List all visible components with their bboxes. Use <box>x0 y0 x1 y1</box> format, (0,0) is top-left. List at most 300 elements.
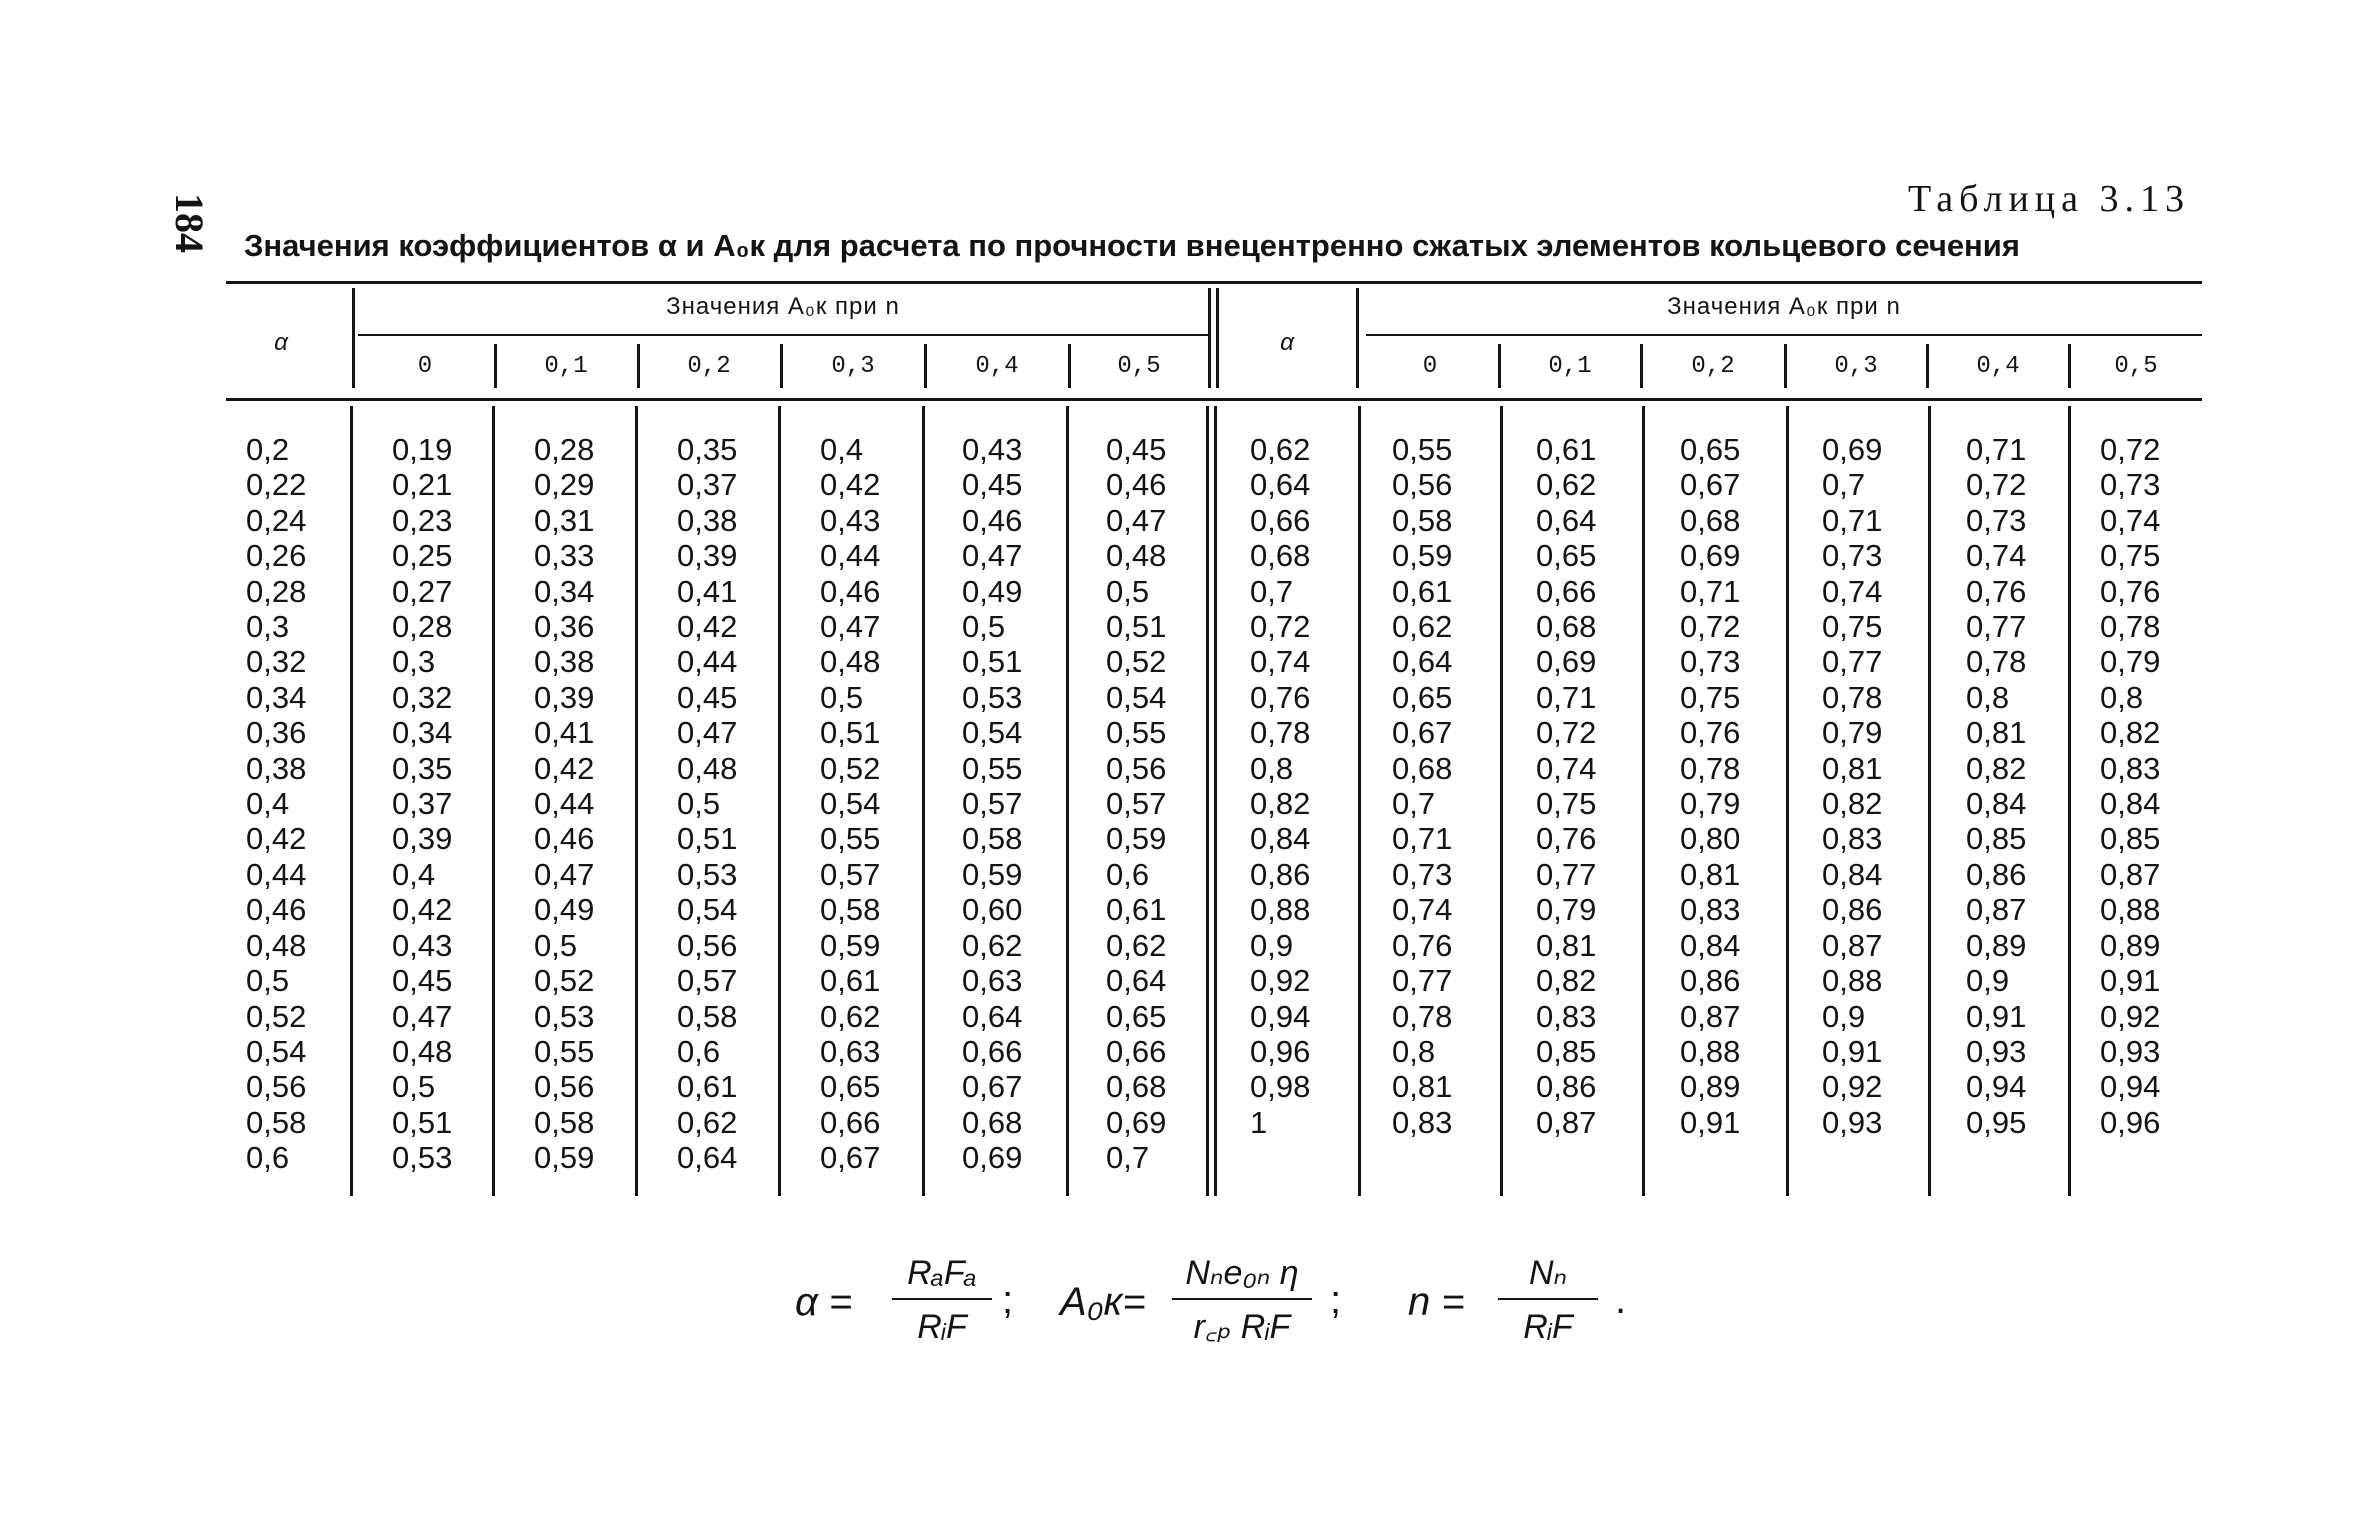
table-cell: 1 <box>1250 1104 1268 1140</box>
table-cell: 0,60 <box>962 892 1023 928</box>
table-cell: 0,96 <box>2100 1104 2161 1140</box>
table-cell: 0,73 <box>2100 467 2161 503</box>
table-cell: 0,25 <box>392 538 453 574</box>
table-cell: 0,34 <box>392 715 453 751</box>
table-top-rule <box>226 281 2202 284</box>
table-cell: 0,8 <box>1250 750 1294 786</box>
header-n-0-left: 0 <box>417 353 433 380</box>
table-cell: 0,84 <box>1822 856 1883 892</box>
table-cell: 0,42 <box>677 609 738 645</box>
header-n-0-right: 0 <box>1422 353 1438 380</box>
table-cell: 0,55 <box>1392 432 1453 467</box>
table-cell: 0,76 <box>1680 715 1741 751</box>
table-cell: 0,38 <box>677 502 738 538</box>
table-cell: 0,36 <box>246 715 307 751</box>
table-cell: 0,84 <box>2100 786 2161 822</box>
formula-a0k-numerator: Nₙe₀ₙ η <box>1185 1254 1299 1292</box>
table-cell: 0,92 <box>2100 998 2161 1034</box>
table-cell: 0,93 <box>1822 1104 1883 1140</box>
table-cell: 0,61 <box>1106 892 1167 928</box>
table-cell: 0,68 <box>1680 502 1741 538</box>
table-cell: 0,5 <box>1106 573 1150 609</box>
table-cell: 0,83 <box>1536 998 1597 1034</box>
table-cell: 0,91 <box>1822 1033 1883 1069</box>
table-cell: 0,82 <box>2100 715 2161 751</box>
table-cell: 0,65 <box>1536 538 1597 574</box>
table-cell: 0,35 <box>392 750 453 786</box>
table-cell: 0,69 <box>1822 432 1883 467</box>
table-cell: 0,63 <box>820 1033 881 1069</box>
formula-alpha-denominator: RᵢF <box>917 1308 967 1346</box>
table-cell: 0,74 <box>1392 892 1453 928</box>
column-n04-left <box>962 432 1022 1176</box>
column-n04-right <box>1966 432 2026 1140</box>
column-n01-left <box>534 432 594 1176</box>
table-cell: 0,82 <box>1966 750 2027 786</box>
table-cell: 0,42 <box>820 467 881 503</box>
table-cell: 0,75 <box>1680 679 1741 715</box>
table-cell: 0,80 <box>1680 821 1741 857</box>
formula-alpha-numerator: RₐFₐ <box>907 1254 977 1292</box>
table-cell: 0,71 <box>1966 432 2027 467</box>
table-cell: 0,82 <box>1536 963 1597 999</box>
table-cell: 0,54 <box>246 1033 307 1069</box>
formula-alpha-symbol: α = <box>795 1280 853 1324</box>
table-cell: 0,5 <box>392 1069 436 1105</box>
header-n-01-right: 0,1 <box>1548 353 1592 380</box>
table-cell: 0,55 <box>534 1033 595 1069</box>
column-n03-right <box>1822 432 1882 1140</box>
table-cell: 0,64 <box>1536 502 1597 538</box>
table-cell: 0,76 <box>1536 821 1597 857</box>
table-cell: 0,34 <box>534 573 595 609</box>
table-cell: 0,55 <box>1106 715 1167 751</box>
header-subrule-right <box>1366 334 2202 336</box>
table-cell: 0,7 <box>1392 786 1436 822</box>
table-cell: 0,79 <box>2100 644 2161 680</box>
table-cell: 0,73 <box>1822 538 1883 574</box>
table-cell: 0,95 <box>1966 1104 2027 1140</box>
table-cell: 0,66 <box>1536 573 1597 609</box>
table-cell: 0,94 <box>1250 998 1311 1034</box>
page-number: 184 <box>167 193 212 253</box>
divider-alpha-left <box>352 288 355 388</box>
table-cell: 0,46 <box>820 573 881 609</box>
table-cell: 0,48 <box>820 644 881 680</box>
table-cell: 0,39 <box>392 821 453 857</box>
table-cell: 0,56 <box>677 927 738 963</box>
column-alpha-left <box>246 432 306 1176</box>
divider-n05-body <box>1066 406 1069 1196</box>
table-cell: 0,47 <box>962 538 1023 574</box>
table-cell: 0,67 <box>962 1069 1023 1105</box>
table-cell: 0,33 <box>534 538 595 574</box>
table-cell: 0,56 <box>534 1069 595 1105</box>
table-cell: 0,52 <box>820 750 881 786</box>
table-cell: 0,68 <box>1536 609 1597 645</box>
table-cell: 0,72 <box>1250 609 1311 645</box>
table-cell: 0,43 <box>962 432 1023 467</box>
table-cell: 0,55 <box>820 821 881 857</box>
table-cell: 0,91 <box>1966 998 2027 1034</box>
table-cell: 0,44 <box>246 856 307 892</box>
formula-end: . <box>1615 1278 1627 1322</box>
table-cell: 0,76 <box>1966 573 2027 609</box>
table-cell: 0,45 <box>677 679 738 715</box>
table-cell: 0,88 <box>1822 963 1883 999</box>
table-cell: 0,26 <box>246 538 307 574</box>
table-cell: 0,81 <box>1680 856 1741 892</box>
table-cell: 0,49 <box>534 892 595 928</box>
table-cell: 0,4 <box>246 786 290 822</box>
table-cell: 0,65 <box>1680 432 1741 467</box>
header-n-03-right: 0,3 <box>1834 353 1878 380</box>
table-cell: 0,88 <box>2100 892 2161 928</box>
table-cell: 0,39 <box>534 679 595 715</box>
table-cell: 0,89 <box>1680 1069 1741 1105</box>
table-cell: 0,9 <box>1822 998 1866 1034</box>
table-cell: 0,32 <box>392 679 453 715</box>
table-cell: 0,81 <box>1966 715 2027 751</box>
table-cell: 0,65 <box>1392 679 1453 715</box>
table-cell: 0,76 <box>1250 679 1311 715</box>
table-cell: 0,82 <box>1822 786 1883 822</box>
formula-n-denominator: RᵢF <box>1523 1308 1573 1346</box>
table-cell: 0,81 <box>1392 1069 1453 1105</box>
table-cell: 0,54 <box>820 786 881 822</box>
column-n0-right <box>1392 432 1452 1140</box>
divider-n03-body <box>778 406 781 1196</box>
table-cell: 0,3 <box>392 644 436 680</box>
table-cell: 0,52 <box>1106 644 1167 680</box>
table-cell: 0,62 <box>1392 609 1453 645</box>
double-divider-a <box>1208 288 1211 388</box>
column-n03-left <box>820 432 880 1176</box>
table-cell: 0,31 <box>534 502 595 538</box>
table-cell: 0,28 <box>246 573 307 609</box>
table-cell: 0,8 <box>1966 679 2010 715</box>
table-cell: 0,73 <box>1392 856 1453 892</box>
table-cell: 0,61 <box>1536 432 1597 467</box>
table-cell: 0,54 <box>962 715 1023 751</box>
header-group-right: Значения A₀к при n <box>1667 293 1901 320</box>
table-cell: 0,91 <box>1680 1104 1741 1140</box>
table-cell: 0,51 <box>962 644 1023 680</box>
header-subrule-left <box>358 334 1208 336</box>
table-cell: 0,86 <box>1966 856 2027 892</box>
table-cell: 0,47 <box>677 715 738 751</box>
header-group-left: Значения A₀к при n <box>666 293 900 320</box>
header-n-04-left: 0,4 <box>975 353 1019 380</box>
table-cell: 0,86 <box>1250 856 1311 892</box>
table-cell: 0,57 <box>962 786 1023 822</box>
table-cell: 0,56 <box>1392 467 1453 503</box>
table-cell: 0,41 <box>677 573 738 609</box>
table-cell: 0,61 <box>677 1069 738 1105</box>
table-cell: 0,51 <box>1106 609 1167 645</box>
formula-n-fraction <box>1498 1248 1598 1354</box>
table-cell: 0,63 <box>962 963 1023 999</box>
table-cell: 0,79 <box>1536 892 1597 928</box>
table-cell: 0,52 <box>534 963 595 999</box>
column-alpha-right <box>1250 432 1310 1140</box>
formula <box>780 1248 1660 1368</box>
table-cell: 0,62 <box>677 1104 738 1140</box>
table-cell: 0,44 <box>534 786 595 822</box>
table-cell: 0,86 <box>1680 963 1741 999</box>
formula-separator-1: ; <box>1002 1278 1014 1322</box>
table-cell: 0,45 <box>962 467 1023 503</box>
table-cell: 0,61 <box>1392 573 1453 609</box>
table-cell: 0,56 <box>246 1069 307 1105</box>
table-cell: 0,84 <box>1250 821 1311 857</box>
table-cell: 0,56 <box>1106 750 1167 786</box>
table-cell: 0,64 <box>677 1140 738 1176</box>
table-cell: 0,9 <box>1966 963 2010 999</box>
table-cell: 0,37 <box>677 467 738 503</box>
double-divider-b <box>1216 288 1219 388</box>
table-cell: 0,74 <box>1250 644 1311 680</box>
table-cell: 0,45 <box>392 963 453 999</box>
table-cell: 0,57 <box>820 856 881 892</box>
table-cell: 0,67 <box>1392 715 1453 751</box>
table-cell: 0,68 <box>1392 750 1453 786</box>
header-alpha-right: α <box>1279 331 1295 358</box>
table-cell: 0,34 <box>246 679 307 715</box>
table-cell: 0,86 <box>1536 1069 1597 1105</box>
table-cell: 0,85 <box>2100 821 2161 857</box>
table-cell: 0,78 <box>1822 679 1883 715</box>
divider-n04-body <box>922 406 925 1196</box>
table-label: Таблица 3.13 <box>1907 178 2190 220</box>
table-cell: 0,3 <box>246 609 290 645</box>
table-cell: 0,39 <box>677 538 738 574</box>
table-cell: 0,82 <box>1250 786 1311 822</box>
table-cell: 0,6 <box>1106 856 1150 892</box>
table-cell: 0,85 <box>1966 821 2027 857</box>
table-cell: 0,78 <box>1250 715 1311 751</box>
table-cell: 0,59 <box>534 1140 595 1176</box>
table-cell: 0,62 <box>962 927 1023 963</box>
table-cell: 0,75 <box>1536 786 1597 822</box>
table-cell: 0,77 <box>1536 856 1597 892</box>
table-cell: 0,58 <box>246 1104 307 1140</box>
table-cell: 0,77 <box>1822 644 1883 680</box>
table-cell: 0,72 <box>1536 715 1597 751</box>
table-cell: 0,59 <box>820 927 881 963</box>
column-n01-right <box>1536 432 1596 1140</box>
table-cell: 0,76 <box>1392 927 1453 963</box>
divider-r-n02-body <box>1642 406 1645 1196</box>
divider-r-n01-body <box>1500 406 1503 1196</box>
table-cell: 0,94 <box>2100 1069 2161 1105</box>
table-cell: 0,58 <box>1392 502 1453 538</box>
table-cell: 0,75 <box>2100 538 2161 574</box>
table-cell: 0,46 <box>1106 467 1167 503</box>
table-cell: 0,5 <box>677 786 721 822</box>
table-cell: 0,48 <box>1106 538 1167 574</box>
table-cell: 0,32 <box>246 644 307 680</box>
table-cell: 0,51 <box>677 821 738 857</box>
table-cell: 0,44 <box>677 644 738 680</box>
table-cell: 0,46 <box>534 821 595 857</box>
table-cell: 0,89 <box>1966 927 2027 963</box>
table-cell: 0,7 <box>1250 573 1294 609</box>
table-cell: 0,53 <box>392 1140 453 1176</box>
table-cell: 0,45 <box>1106 432 1167 467</box>
table-cell: 0,92 <box>1250 963 1311 999</box>
table-cell: 0,72 <box>1966 467 2027 503</box>
table-cell: 0,47 <box>1106 502 1167 538</box>
table-cell: 0,47 <box>392 998 453 1034</box>
table-cell: 0,65 <box>820 1069 881 1105</box>
table-cell: 0,84 <box>1680 927 1741 963</box>
table-cell: 0,61 <box>820 963 881 999</box>
table-cell: 0,74 <box>1536 750 1597 786</box>
header-n-05-right: 0,5 <box>2114 353 2158 380</box>
table-cell: 0,8 <box>2100 679 2144 715</box>
table-cell: 0,78 <box>2100 609 2161 645</box>
table-cell: 0,75 <box>1822 609 1883 645</box>
table-cell: 0,68 <box>1106 1069 1167 1105</box>
divider-alpha-right-body <box>1358 406 1361 1196</box>
table-cell: 0,67 <box>820 1140 881 1176</box>
table-cell: 0,6 <box>246 1140 290 1176</box>
table-cell: 0,49 <box>962 573 1023 609</box>
table-cell: 0,77 <box>1966 609 2027 645</box>
table-cell: 0,4 <box>820 432 864 467</box>
table-cell: 0,54 <box>677 892 738 928</box>
table-cell: 0,28 <box>392 609 453 645</box>
table-cell: 0,64 <box>1392 644 1453 680</box>
table-cell: 0,78 <box>1966 644 2027 680</box>
table-cell: 0,48 <box>246 927 307 963</box>
table-cell: 0,66 <box>1250 502 1311 538</box>
table-cell: 0,7 <box>1106 1140 1150 1176</box>
table-cell: 0,47 <box>534 856 595 892</box>
table-cell: 0,83 <box>1392 1104 1453 1140</box>
table-cell: 0,87 <box>1536 1104 1597 1140</box>
table-cell: 0,51 <box>392 1104 453 1140</box>
table-cell: 0,69 <box>962 1140 1023 1176</box>
column-n02-left <box>677 432 737 1176</box>
table-cell: 0,57 <box>677 963 738 999</box>
table-cell: 0,68 <box>1250 538 1311 574</box>
table-cell: 0,38 <box>246 750 307 786</box>
formula-separator-2: ; <box>1330 1278 1342 1322</box>
table-cell: 0,81 <box>1536 927 1597 963</box>
table-cell: 0,93 <box>2100 1033 2161 1069</box>
table-cell: 0,65 <box>1106 998 1167 1034</box>
divider-r-n03-body <box>1786 406 1789 1196</box>
divider-r-n05-body <box>2068 406 2071 1196</box>
table-title: Значения коэффициентов α и A₀к для расчета по прочности внецентренно сжатых элементов кольцевого сечения <box>244 228 2020 263</box>
table-cell: 0,71 <box>1536 679 1597 715</box>
table-cell: 0,71 <box>1822 502 1883 538</box>
table-cell: 0,59 <box>962 856 1023 892</box>
table-cell: 0,27 <box>392 573 453 609</box>
double-divider-a-body <box>1206 406 1209 1196</box>
column-n05-left <box>1106 432 1166 1176</box>
table-cell: 0,66 <box>1106 1033 1167 1069</box>
table-cell: 0,46 <box>962 502 1023 538</box>
table-cell: 0,74 <box>2100 502 2161 538</box>
header-n-02-left: 0,2 <box>687 353 731 380</box>
table-cell: 0,64 <box>1250 467 1311 503</box>
table-cell: 0,62 <box>1106 927 1167 963</box>
header-n-02-right: 0,2 <box>1691 353 1735 380</box>
table-cell: 0,8 <box>1392 1033 1436 1069</box>
table-cell: 0,9 <box>1250 927 1294 963</box>
table-cell: 0,72 <box>1680 609 1741 645</box>
table-cell: 0,55 <box>962 750 1023 786</box>
table-cell: 0,74 <box>1966 538 2027 574</box>
table-cell: 0,69 <box>1536 644 1597 680</box>
table-cell: 0,48 <box>392 1033 453 1069</box>
divider-alpha-right <box>1356 288 1359 388</box>
column-n05-right <box>2100 432 2160 1140</box>
table-cell: 0,98 <box>1250 1069 1311 1105</box>
table-cell: 0,83 <box>1822 821 1883 857</box>
table-cell: 0,43 <box>820 502 881 538</box>
table-cell: 0,35 <box>677 432 738 467</box>
formula-n-symbol: n = <box>1408 1280 1465 1324</box>
table-cell: 0,2 <box>246 432 290 467</box>
table-cell: 0,93 <box>1966 1033 2027 1069</box>
table-cell: 0,5 <box>534 927 578 963</box>
table-cell: 0,87 <box>1966 892 2027 928</box>
table-cell: 0,59 <box>1392 538 1453 574</box>
table-cell: 0,52 <box>246 998 307 1034</box>
table-cell: 0,85 <box>1536 1033 1597 1069</box>
table-cell: 0,29 <box>534 467 595 503</box>
table-cell: 0,5 <box>820 679 864 715</box>
table-cell: 0,38 <box>534 644 595 680</box>
table-cell: 0,66 <box>962 1033 1023 1069</box>
table-cell: 0,23 <box>392 502 453 538</box>
table-cell: 0,53 <box>534 998 595 1034</box>
table-cell: 0,53 <box>677 856 738 892</box>
table-cell: 0,73 <box>1680 644 1741 680</box>
table-cell: 0,89 <box>2100 927 2161 963</box>
table-cell: 0,68 <box>962 1104 1023 1140</box>
table-cell: 0,42 <box>246 821 307 857</box>
table-cell: 0,37 <box>392 786 453 822</box>
column-n02-right <box>1680 432 1740 1140</box>
table-cell: 0,87 <box>2100 856 2161 892</box>
table-cell: 0,54 <box>1106 679 1167 715</box>
divider-r-n04-body <box>1928 406 1931 1196</box>
divider-n01-body <box>492 406 495 1196</box>
table-cell: 0,43 <box>392 927 453 963</box>
table-cell: 0,81 <box>1822 750 1883 786</box>
table-cell: 0,42 <box>392 892 453 928</box>
divider-n02-body <box>635 406 638 1196</box>
table-cell: 0,24 <box>246 502 307 538</box>
table-cell: 0,5 <box>246 963 290 999</box>
header-alpha-left: α <box>273 331 289 358</box>
table-cell: 0,78 <box>1392 998 1453 1034</box>
table-cell: 0,92 <box>1822 1069 1883 1105</box>
table-cell: 0,6 <box>677 1033 721 1069</box>
table-cell: 0,67 <box>1680 467 1741 503</box>
table-cell: 0,96 <box>1250 1033 1311 1069</box>
header-n-05-left: 0,5 <box>1117 353 1161 380</box>
table-cell: 0,84 <box>1966 786 2027 822</box>
table-cell: 0,28 <box>534 432 595 467</box>
table-cell: 0,69 <box>1106 1104 1167 1140</box>
table-cell: 0,71 <box>1680 573 1741 609</box>
